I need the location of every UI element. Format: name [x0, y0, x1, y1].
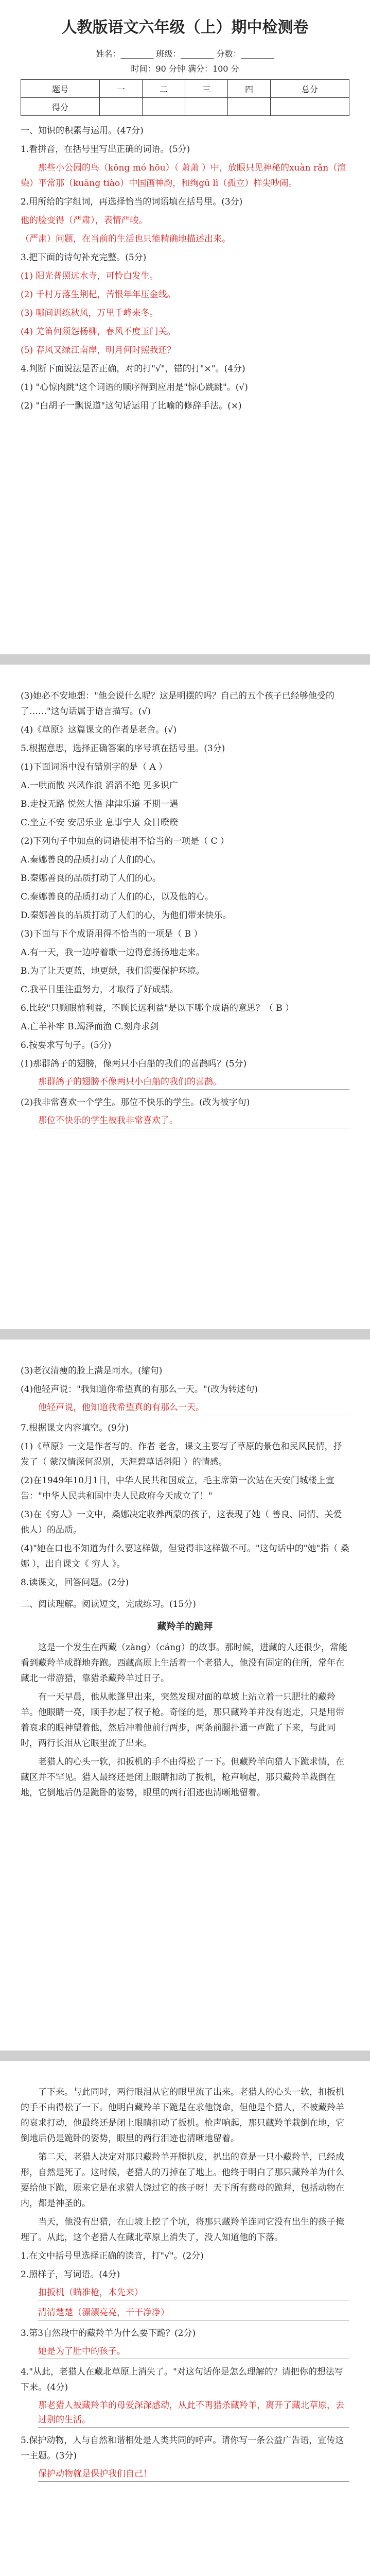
question-line: 8.读课文，回答问题。(2分) [21, 1578, 129, 1588]
option-line: A.秦娜善良的品质打动了人们的心。 [21, 855, 161, 865]
exam-title: 人教版语文六年级（上）期中检测卷 [61, 19, 309, 37]
option-line: B.秦娜善良的品质打动了人们的心。 [21, 873, 161, 884]
answer-line: (5) 春风又绿江南岸，明月何时照我还？ [21, 345, 176, 355]
score-cell [228, 98, 271, 116]
answer-line: 他轻声说，他知道我希望真的有那么一天。 [38, 1400, 349, 1415]
answer-line: 那老猎人被藏羚羊的母爱深深感动，从此不再猎杀藏羚羊，离开了藏北草原，去过别的生活。 [38, 2398, 349, 2428]
option-line: A.一哄而散 兴风作浪 滔滔不绝 见多识广 [21, 781, 178, 791]
question-line: (2)下列句子中加点的词语使用不恰当的一项是（ C ） [21, 836, 229, 846]
passage-paragraph: 第二天，老猎人决定对那只藏羚羊开膛扒皮，扒出的竟是一只小藏羚羊，已经成形，自然是死了。这时候，老猎人的刀掉在了地上。他终于明白了那只藏羚羊为什么要给他下跪，原来它是在求猎人饶过它的孩子呀！天下所有慈母的跪拜，包括动物在内，都是神圣的。 [21, 2152, 344, 2209]
score-cell [271, 98, 349, 116]
score-cell [142, 98, 185, 116]
question-line: (3)在《穷人》一文中，桑娜决定收养西蒙的孩子，这表现了她（ 善良、同情、关爱他人）的品质。 [21, 1510, 342, 1535]
answer-line: 她是为了肚中的孩子。 [38, 2344, 349, 2359]
question-line: 2.用所给的字组词，再选择恰当的词语填在括号里。(3分) [21, 197, 243, 207]
answer-line: 他的脸变得（严肃），表情严峻。 [21, 215, 148, 226]
question-line: (4)"她在口也不知道为什么要这样做，但觉得非这样做不可。"这句话中的"她"指（ 桑娜 ），出自课文《 穷人 》。 [21, 1544, 349, 1569]
question-line: 6.比较"只顾眼前利益，不顾长远利益"是以下哪个成语的意思？（ B ） [21, 1003, 294, 1013]
section-heading: 二、阅读理解。阅读短文，完成练习。(15分) [21, 1599, 196, 1609]
answer-line: 那些小公园的鸟（kōng mó hōu）（ 萧萧 ）中，放眼只见神秘的xuàn rǎn（渲染）平常那（kuāng tiào）中国画神韵，和绚gū lì（孤立）样尖吵闹。 [21, 163, 346, 189]
passage-title: 藏羚羊的跪拜 [157, 1621, 213, 1632]
score-table-header-row [21, 80, 349, 98]
exam-page-2 [0, 665, 370, 1329]
question-line: (2)在1949年10月1日，中华人民共和国成立，毛主席第一次站在天安门城楼上宣告："中华人民共和国中央人民政府今天成立了！" [21, 1476, 334, 1501]
option-line: C.我平日里注重努力，才取得了好成绩。 [21, 985, 179, 995]
option-line: B.走投无路 悦然大悟 津津乐道 不期一遇 [21, 799, 179, 809]
option-line: B.为了让天更蓝，地更绿，我们需要保护环境。 [21, 966, 205, 976]
passage-paragraph: 了下来。与此同时，两行眼泪从它的眼里流了出来。老猎人的心头一软，扣扳机的手不由得松了一下。他明白藏羚羊下跪是在求他饶命，但他是个猎人，不被藏羚羊的哀求打动，他最终还是闭上眼睛扣动了扳机。枪声响起，那只藏羚羊栽倒在地，它倒地后仍是跪卧的姿势，眼里的两行泪迹也清晰地留着。 [21, 2087, 344, 2144]
question-line: 1.在文中括号里选择正确的读音，打"√"。(2分) [21, 2251, 204, 2261]
answer-line: （严肃）问题，在当前的生活也只能精确地描述出来。 [21, 234, 231, 244]
option-line: A.有一天，我一边哼着歌一边得意扬扬地走来。 [21, 947, 205, 958]
question-line: (3)她必不安地想："他会说什么呢？这是明摆的吗？自己的五个孩子已经够他受的了……"这句话属于语言描写。(√) [21, 691, 334, 717]
student-info-line: 姓名：________ 班级：________ 分数：________ [96, 49, 274, 59]
score-table [21, 79, 349, 116]
answer-line: (1) 阳光普照远水寺，可怜白发生。 [21, 271, 158, 281]
exam-page-3 [0, 1340, 370, 2050]
question-line: (1)《草原》一文是作者写的。作者 老舍，课文主要写了草原的景色和民风民情，抒发了（ 蒙汉情深何忍别，天涯碧草话斜阳 ）的情感。 [21, 1442, 342, 1467]
answer-line: 扣扳机（瞄准枪，木先来） [38, 2285, 349, 2300]
score-cell [185, 98, 227, 116]
question-line: (1)那群鸽子的翅膀，像两只小白船的我们的喜鹊吗？(5分) [21, 1059, 247, 1069]
score-header-cell: 总分 [271, 80, 349, 98]
score-header-cell: 一 [99, 80, 142, 98]
option-line: D.秦娜善良的品质打动了人们的心，为他们带来快乐。 [21, 910, 232, 921]
question-line: 3.第3自然段中的藏羚羊为什么要下跪？(2分) [21, 2328, 196, 2338]
question-line: 4."从此，老猎人在藏北草原上消失了。"对这句话你是怎么理解的？请把你的想法写下来。(4分) [21, 2367, 343, 2393]
score-row-label: 得分 [21, 98, 100, 116]
score-header-cell: 二 [142, 80, 185, 98]
score-table-score-row [21, 98, 349, 116]
option-line: C.秦娜善良的品质打动了人们的心，以及他的心。 [21, 892, 214, 902]
option-line: A.亡羊补牢 B.竭泽而渔 C.刻舟求剑 [21, 1022, 159, 1032]
question-line: 5.根据意思，选择正确答案的序号填在括号里。(3分) [21, 743, 225, 754]
question-line: 2.照样子，写词语。(4分) [21, 2269, 120, 2280]
question-line: (3)老汉清瘦的脸上满是雨水。(缩句) [21, 1366, 163, 1376]
question-line: 5.保护动物，人与自然和谐相处是人类共同的呼声。请你写一条公益广告语，宣传这一主题。(3分) [21, 2435, 344, 2461]
passage-paragraph: 当天，他没有出猎，在山坡上挖了个坑，将那只藏羚羊连同它没有出生的孩子掩埋了。从此，这个老猎人在藏北草原上消失了，没人知道他的下落。 [21, 2217, 344, 2243]
score-header-cell: 四 [228, 80, 271, 98]
score-header-cell: 三 [185, 80, 227, 98]
question-line: 7.根据课文内容填空。(9分) [21, 1423, 129, 1433]
question-line: (4)他轻声说："我知道你希望真的有那么一天。"(改为转述句) [21, 1384, 258, 1395]
answer-line: 那群鸽子的翅膀不像两只小白船的我们的喜鹊。 [38, 1075, 349, 1090]
question-line: 1.看拼音，在括号里写出正确的词语。(5分) [21, 144, 190, 155]
question-line: (1) "心惊肉跳"这个词语的顺序得到应用是"惊心跳跳"。(√) [21, 382, 248, 393]
answer-line: (4) 羌笛何须怨杨柳，春风不度玉门关。 [21, 327, 176, 337]
score-cell [99, 98, 142, 116]
score-header-cell: 题号 [21, 80, 100, 98]
question-line: 6.按要求写句子。(5分) [21, 1040, 112, 1050]
question-line: 3.把下面的诗句补充完整。(5分) [21, 252, 147, 263]
question-line: (3)下面与下个成语用得不恰当的一项是（ B ） [21, 929, 203, 939]
answer-line: (3) 哪间训练秋风，万里千峰来冬。 [21, 308, 158, 318]
answer-line: 保护动物就是保护我们自己！ [38, 2467, 349, 2482]
exam-page-1 [0, 0, 370, 654]
passage-paragraph: 这是一个发生在西藏（zàng）（cáng）的故事。那时候，进藏的人还很少，常能看到藏羚羊成群地奔跑。西藏高原上生活着一个老猎人，他没有固定的住所，常年在藏北一带游猎，靠猎杀藏羚羊过日子。 [21, 1642, 347, 1684]
question-line: (2) "白胡子一飘说道"这句话运用了比喻的修辞手法。(×) [21, 401, 242, 411]
passage-paragraph: 老猎人的心头一软，扣扳机的手不由得松了一下。但藏羚羊向猎人下跪求情，在藏区并不罕见。猎人最终还是闭上眼睛扣动了扳机，枪声响起，那只藏羚羊栽倒在地，它倒地后仍是跪卧的姿势，眼里的两行泪迹也清晰地留着。 [21, 1757, 344, 1798]
answer-line: 清清楚楚（漂漂亮亮，干干净净） [38, 2306, 349, 2320]
option-line: C.坐立不安 安居乐业 息事宁人 众目暌暌 [21, 818, 179, 828]
question-line: 4.判断下面说法是否正确，对的打"√"，错的打"×"。(4分) [21, 364, 245, 374]
question-line: (1)下面词语中没有错别字的是（ A ） [21, 762, 168, 772]
section-heading: 一、知识的积累与运用。(47分) [21, 126, 144, 136]
exam-page-4 [0, 2061, 370, 2576]
answer-line: (2) 千村万落生荆杞，苦恨年年压金线。 [21, 290, 176, 300]
question-line: (2)我非常喜欢一个学生。那位不快乐的学生。(改为被字句) [21, 1097, 250, 1108]
answer-line: 那位不快乐的学生被我非常喜欢了。 [38, 1113, 349, 1128]
passage-paragraph: 有一天早晨，他从帐篷里出来，突然发现对面的草坡上站立着一只肥壮的藏羚羊。他眼睛一亮，顺手抄起了杈子枪。奇怪的是，那只藏羚羊并没有逃走，只是用带着哀求的眼神望着他，然后冲着他前行两步，两条前腿扑通一声跪了下来，与此同时，两行长泪从它眼里流了出来。 [21, 1692, 344, 1749]
exam-time-line: 时间：90 分钟 满分：100 分 [131, 64, 239, 74]
question-line: (4)《草原》这篇课文的作者是老舍。(√) [21, 725, 177, 735]
